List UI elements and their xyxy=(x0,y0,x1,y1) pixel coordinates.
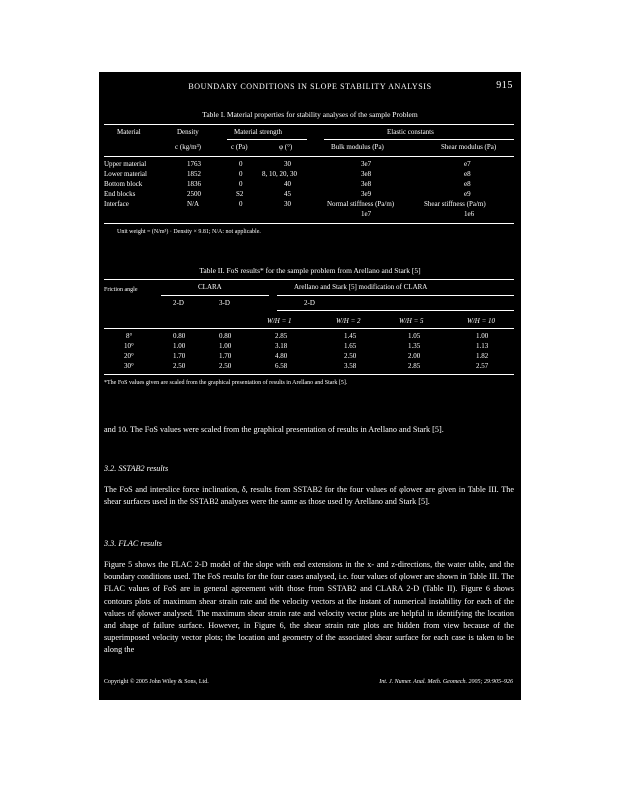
table-2-wh-rule xyxy=(277,310,514,311)
table-1-sub-density: c (kg/m³) xyxy=(175,143,202,151)
table-1-header-material: Material xyxy=(117,128,141,136)
table-2-header-3d: 3-D xyxy=(219,299,230,307)
table-2-cell: 1.65 xyxy=(344,342,357,350)
table-1-strength-rule xyxy=(227,139,307,140)
running-header xyxy=(99,80,521,94)
table-1-bottom-rule xyxy=(104,223,514,224)
table-2-cell-phi: 10° xyxy=(124,342,134,350)
table-1-cell-shear: e7 xyxy=(464,160,471,168)
table-2-cell-phi: 8° xyxy=(126,332,133,340)
document-page xyxy=(99,72,521,700)
table-1-sub-phi: φ (°) xyxy=(279,143,293,151)
table-1-cell-density: 1852 xyxy=(187,170,201,178)
table-2-cell: 2.00 xyxy=(408,352,421,360)
table-2-arellano-rule xyxy=(277,295,514,296)
table-2-cell: 4.80 xyxy=(275,352,288,360)
table-2-cell: 1.00 xyxy=(476,332,489,340)
table-1-cell-material: Upper material xyxy=(104,160,147,168)
table-1-cell-bulk: 3e8 xyxy=(361,170,372,178)
table-1-cell-bulk: 3e8 xyxy=(361,180,372,188)
table-1-cell-phi: 45 xyxy=(284,190,291,198)
table-2-caption: Table II. FoS results* for the sample problem from Arellano and Stark [5] xyxy=(199,266,421,275)
table-2-header-friction: Friction angle xyxy=(104,287,138,293)
table-1-cell-shear: e8 xyxy=(464,170,471,178)
table-2-cell: 2.57 xyxy=(476,362,489,370)
table-2-cell: 1.13 xyxy=(476,342,489,350)
table-2-cell: 1.00 xyxy=(173,342,186,350)
running-title: BOUNDARY CONDITIONS IN SLOPE STABILITY ANALYSIS xyxy=(188,82,432,91)
table-1-cell-phi: 30 xyxy=(284,160,291,168)
body-paragraph: The FoS and interslice force inclination, δ, results from SSTAB2 for the four values of φlower are given in Table III. The shear surfaces used in the SSTAB2 analyses were the same as those used by Arellano and Stark [5]. xyxy=(104,485,514,507)
table-2-cell: 2.50 xyxy=(344,352,357,360)
body-paragraph: and 10. The FoS values were scaled from the graphical presentation of results in Arellano and Stark [5]. xyxy=(104,425,444,434)
table-1-cell-density: 1763 xyxy=(187,160,201,168)
table-1-cell-c: 0 xyxy=(239,170,243,178)
table-1-cell-c: 0 xyxy=(239,160,243,168)
table-1-header-strength: Material strength xyxy=(234,128,283,136)
table-2-cell: 6.58 xyxy=(275,362,288,370)
table-2-footnote: *The FoS values given are scaled from the graphical presentation of results in Arellano and Stark [5]. xyxy=(104,380,348,386)
table-1-header-density: Density xyxy=(177,128,199,136)
table-1-note: Unit weight = (N/m³) · Density × 9.81; N/A: not applicable. xyxy=(117,229,261,235)
table-2-cell: 1.82 xyxy=(476,352,489,360)
table-2-cell: 1.70 xyxy=(173,352,186,360)
table-2-cell: 2.85 xyxy=(408,362,421,370)
table-1-cell-c: 0 xyxy=(239,200,243,208)
section-heading-sstab2: 3.2. SSTAB2 results xyxy=(104,464,169,473)
table-2-bottom-rule xyxy=(104,374,514,375)
table-1-cell-material: Lower material xyxy=(104,170,147,178)
table-2-cell: 3.18 xyxy=(275,342,288,350)
table-2-header-wh: W/H = 1 xyxy=(267,317,292,325)
body-paragraph: Figure 5 shows the FLAC 2-D model of the slope with end extensions in the x- and z-directions, the water table, and the boundary conditions used. The FoS results for the four cases analysed, i.e. four values of φlower are shown in Table III. The FLAC values of FoS are in general agreement with those from SSTAB2 and CLARA 2-D (Table II). Figure 6 shows contours plots of maximum shear strain rate and the velocity vectors at the instant of numerical instability for each of the values of φlower analysed. The maximum shear strain rate and velocity vector plots are helpful in identifying the location and shape of failure surface. However, in Figure 6, the shear strain rate plots are hidden from view because of the superimposed velocity vector plots; the location and geometry of the associated shear surface for each case is taken to be along the xyxy=(104,560,514,655)
table-1-cell-bulk: 3e9 xyxy=(361,190,372,198)
table-1-cell-c: S2 xyxy=(236,190,244,198)
table-1-cell-phi: 8, 10, 20, 30 xyxy=(262,170,297,178)
table-2-header-wh: W/H = 2 xyxy=(336,317,361,325)
table-2-header-wh: W/H = 5 xyxy=(399,317,424,325)
table-2-cell: 2.50 xyxy=(219,362,232,370)
table-2-header-arellano: Arellano and Stark [5] modification of CLARA xyxy=(294,283,428,291)
table-1-cell-bulk: 3e7 xyxy=(361,160,372,168)
table-1-header-rule xyxy=(104,156,514,157)
table-1-header-elastic: Elastic constants xyxy=(387,128,434,136)
table-2-cell: 1.05 xyxy=(408,332,421,340)
table-1-cell-material: End blocks xyxy=(104,190,136,198)
table-2-cell: 0.80 xyxy=(219,332,232,340)
table-1-cell-shear: e9 xyxy=(464,190,471,198)
table-2-header-2d-arellano: 2-D xyxy=(304,299,315,307)
footer-copyright: Copyright © 2005 John Wiley & Sons, Ltd. xyxy=(104,679,209,685)
table-1-caption: Table I. Material properties for stability analyses of the sample Problem xyxy=(202,110,418,119)
table-1-sub-cohesion: c (Pa) xyxy=(231,143,248,151)
table-1-sub-bulk: Bulk modulus (Pa) xyxy=(331,143,384,151)
table-2-cell: 1.70 xyxy=(219,352,232,360)
table-1-sub-shear: Shear modulus (Pa) xyxy=(441,143,497,151)
table-1-cell-shear: 1e6 xyxy=(464,210,475,218)
page-number: 915 xyxy=(496,80,513,91)
table-1-cell-material: Bottom block xyxy=(104,180,143,188)
table-1-cell-c: 0 xyxy=(239,180,243,188)
table-2-top-rule xyxy=(104,279,514,280)
table-2-header-wh: W/H = 10 xyxy=(467,317,496,325)
table-2-cell: 1.45 xyxy=(344,332,357,340)
table-1-cell-shear: e8 xyxy=(464,180,471,188)
table-1-top-rule xyxy=(104,124,514,125)
table-1-cell-bulk: 1e7 xyxy=(361,210,372,218)
table-1-cell-density: N/A xyxy=(187,200,200,208)
table-1-cell-phi: 40 xyxy=(284,180,291,188)
table-2-cell: 2.85 xyxy=(275,332,288,340)
table-2-clara-rule xyxy=(161,295,269,296)
table-1-cell-density: 2500 xyxy=(187,190,201,198)
footer-journal: Int. J. Numer. Anal. Meth. Geomech. 2005; 29:905–926 xyxy=(379,679,513,685)
table-2-header-2d: 2-D xyxy=(173,299,184,307)
table-2-cell: 1.35 xyxy=(408,342,421,350)
table-1-cell-density: 1836 xyxy=(187,180,201,188)
table-1-cell-bulk: Normal stiffness (Pa/m) xyxy=(327,200,395,208)
table-2-cell: 2.50 xyxy=(173,362,186,370)
table-1-cell-phi: 30 xyxy=(284,200,291,208)
section-heading-flac: 3.3. FLAC results xyxy=(104,539,162,548)
table-2-header-clara: CLARA xyxy=(198,283,222,291)
table-1-elastic-rule xyxy=(324,139,514,140)
table-1-cell-shear: Shear stiffness (Pa/m) xyxy=(424,200,486,208)
table-2-cell-phi: 30° xyxy=(124,362,134,370)
table-2-header-rule xyxy=(104,328,514,329)
table-2-cell: 0.80 xyxy=(173,332,186,340)
table-2-cell-phi: 20° xyxy=(124,352,134,360)
table-2-cell: 1.00 xyxy=(219,342,232,350)
table-1-cell-material: Interface xyxy=(104,200,129,208)
table-2-cell: 3.58 xyxy=(344,362,357,370)
